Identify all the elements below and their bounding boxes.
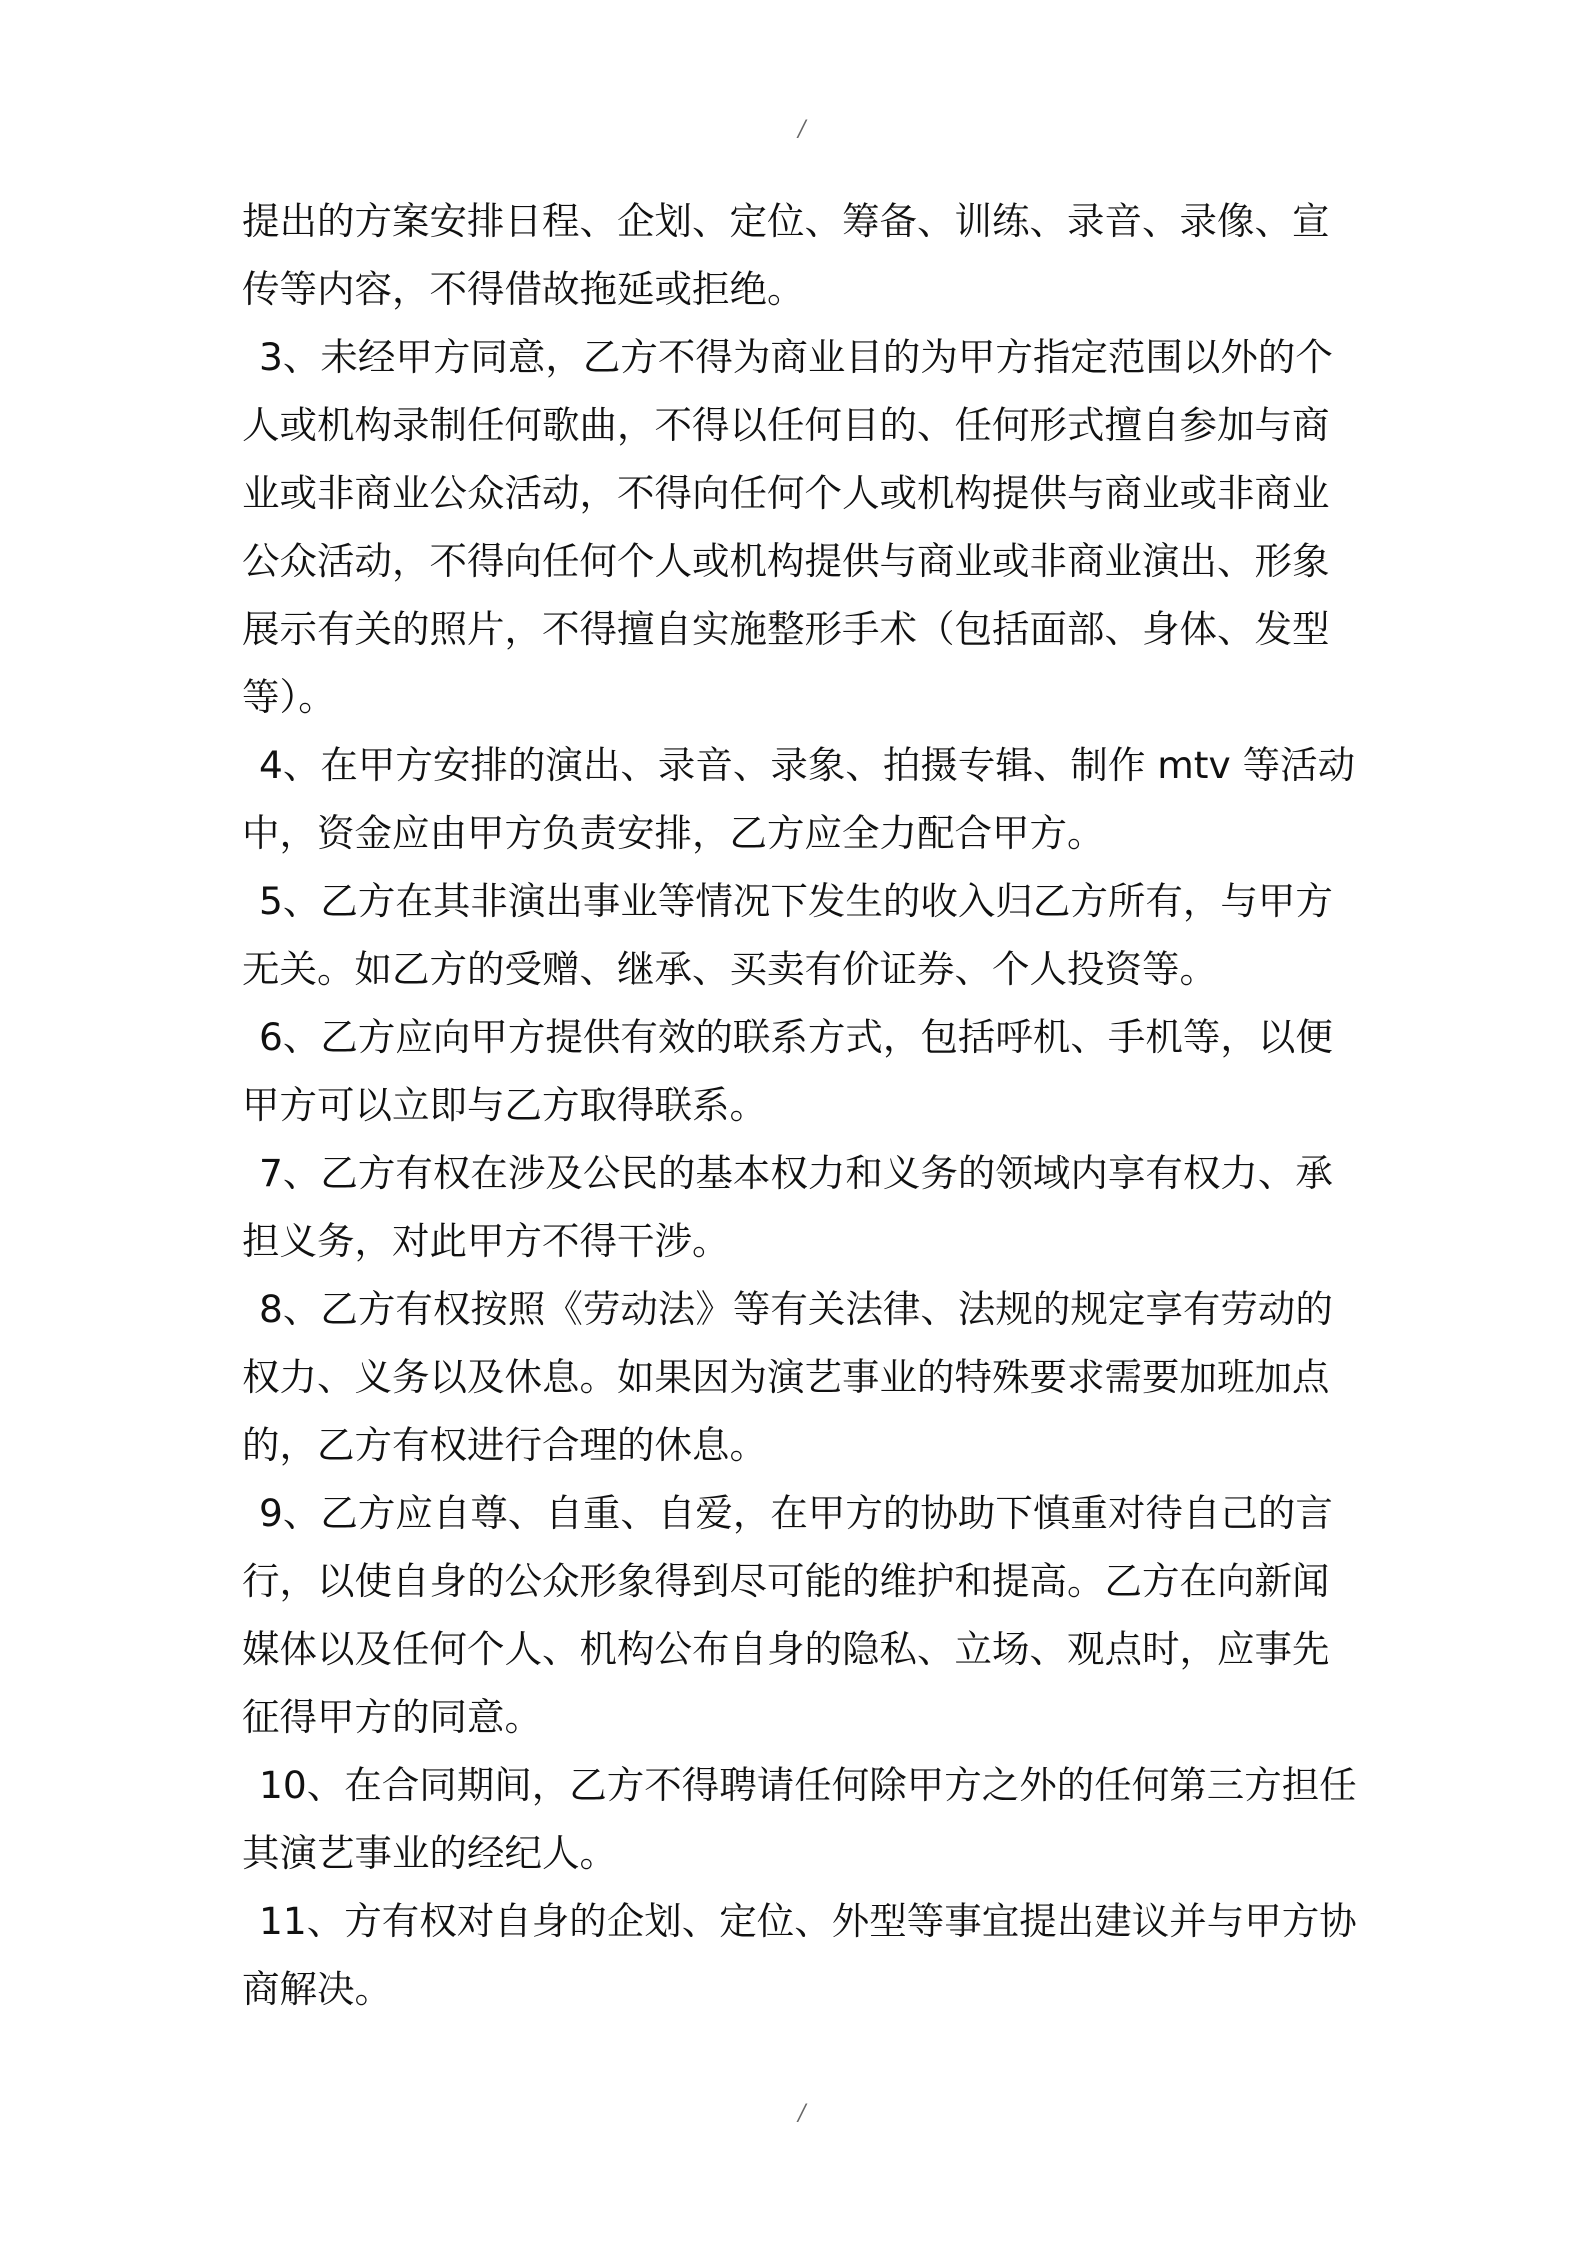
clause-11	[242, 1887, 1372, 2023]
text-line: 11、方有权对自身的企划、定位、外型等事宜提出建议并与甲方协	[259, 1899, 1357, 1943]
text-line: 10、在合同期间，乙方不得聘请任何除甲方之外的任何第三方担任	[259, 1763, 1357, 1807]
paragraph-continuation	[242, 187, 1372, 323]
contract-body	[242, 187, 1372, 2023]
clause-3	[242, 323, 1372, 731]
text-line: 3、未经甲方同意，乙方不得为商业目的为甲方指定范围以外的个	[259, 335, 1333, 379]
text-line: 展示有关的照片，不得擅自实施整形手术（包括面部、身体、发型	[242, 607, 1330, 651]
text-line: 征得甲方的同意。	[242, 1695, 542, 1739]
clause-6	[242, 1003, 1372, 1139]
text-line: 行，以使自身的公众形象得到尽可能的维护和提高。乙方在向新闻	[242, 1559, 1330, 1603]
clause-9	[242, 1479, 1372, 1751]
text-line: 公众活动，不得向任何个人或机构提供与商业或非商业演出、形象	[242, 539, 1330, 583]
text-line: 9、乙方应自尊、自重、自爱，在甲方的协助下慎重对待自己的言	[259, 1491, 1333, 1535]
text-line: 传等内容，不得借故拖延或拒绝。	[242, 267, 805, 311]
text-line: 媒体以及任何个人、机构公布自身的隐私、立场、观点时，应事先	[242, 1627, 1330, 1671]
footer-page-mark: /	[798, 2101, 806, 2126]
clause-7	[242, 1139, 1372, 1275]
text-line: 7、乙方有权在涉及公民的基本权力和义务的领域内享有权力、承	[259, 1151, 1333, 1195]
clause-8	[242, 1275, 1372, 1479]
text-line: 中，资金应由甲方负责安排，乙方应全力配合甲方。	[242, 811, 1105, 855]
clause-5	[242, 867, 1372, 1003]
text-line: 其演艺事业的经纪人。	[242, 1831, 617, 1875]
text-line: 无关。如乙方的受赠、继承、买卖有价证券、个人投资等。	[242, 947, 1217, 991]
text-line: 商解决。	[242, 1967, 392, 2011]
text-line: 提出的方案安排日程、企划、定位、筹备、训练、录音、录像、宣	[242, 199, 1330, 243]
text-line: 甲方可以立即与乙方取得联系。	[242, 1083, 767, 1127]
text-line: 人或机构录制任何歌曲，不得以任何目的、任何形式擅自参加与商	[242, 403, 1330, 447]
clause-4	[242, 731, 1372, 867]
text-line: 6、乙方应向甲方提供有效的联系方式，包括呼机、手机等，以便	[259, 1015, 1333, 1059]
text-line: 担义务，对此甲方不得干涉。	[242, 1219, 730, 1263]
text-line: 等）。	[242, 675, 336, 719]
text-line: 的，乙方有权进行合理的休息。	[242, 1423, 767, 1467]
clause-10	[242, 1751, 1372, 1887]
text-line: 5、乙方在其非演出事业等情况下发生的收入归乙方所有，与甲方	[259, 879, 1333, 923]
text-line: 8、乙方有权按照《劳动法》等有关法律、法规的规定享有劳动的	[259, 1287, 1333, 1331]
text-line: 业或非商业公众活动，不得向任何个人或机构提供与商业或非商业	[242, 471, 1330, 515]
text-line: 4、在甲方安排的演出、录音、录象、拍摄专辑、制作 mtv 等活动	[259, 743, 1356, 787]
text-line: 权力、义务以及休息。如果因为演艺事业的特殊要求需要加班加点	[242, 1355, 1330, 1399]
header-page-mark: /	[798, 117, 806, 142]
